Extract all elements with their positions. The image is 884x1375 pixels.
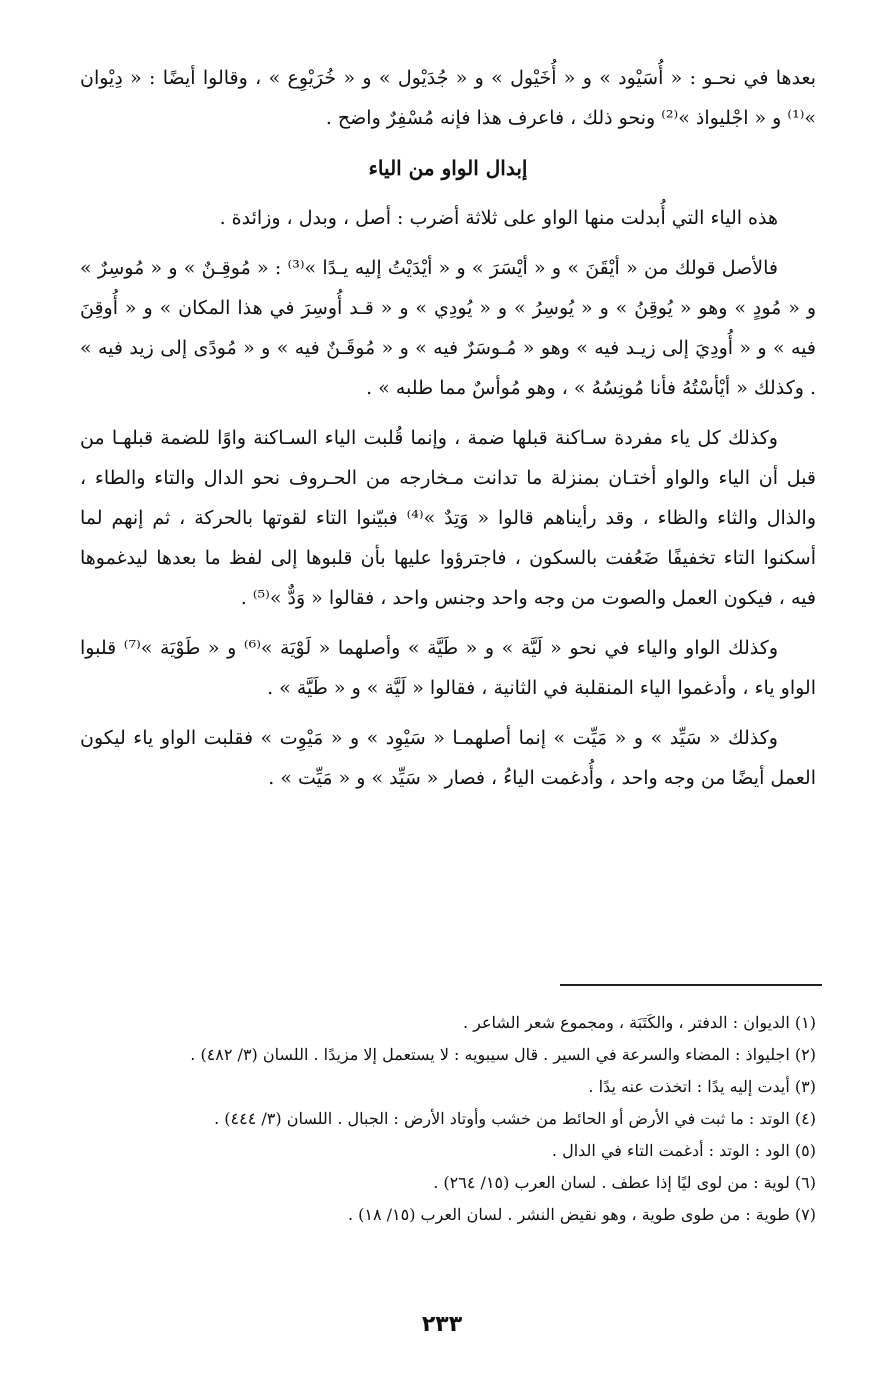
body-paragraph: وكذلك الواو والياء في نحو « لَيَّة » و « طَيَّة » وأصلهما « لَوْيَة »⁽⁶⁾ و « طَوْيَة »⁽⁷⁾ قلبوا الواو ياء ، وأدغموا الياء المنقلبة في الثانية ، فقالوا « لَيَّة » و « طَيَّة » . [80,637,816,699]
body-paragraph: وكذلك « سَيِّد » و « مَيِّت » إنما أصلهمـا « سَيْوِد » و « مَيْوِت » فقلبت الواو ياء ليكون العمل أيضًا من وجه واحد ، وأُدغمت الياءُ ، فصار « سَيِّد » و « مَيِّت » . [80,727,816,789]
footnote: (٤) الوتد : ما ثبت في الأرض أو الحائط من خشب وأوتاد الأرض : الجبال . اللسان (٣/ ٤٤٤) . [214,1109,816,1128]
footnote: (٣) أيدت إليه يدًا : اتخذت عنه يدًا . [588,1077,816,1096]
intro-paragraph: بعدها في نحـو : « أُسَيْود » و « أُخَيْول » و « جُدَيْول » و « خُرَيْوِع » ، وقالوا أيضًا : « دِيْوان »⁽¹⁾ و « اجْليواذ »⁽²⁾ ونحو ذلك ، فاعرف هذا فإنه مُسْفِرٌ واضح . [80,67,816,129]
footnote: (٢) اجليواذ : المضاء والسرعة في السير . قال سيبويه : لا يستعمل إلا مزيدًا . اللسان (٣/ ٤٨٢) . [190,1045,816,1064]
main-text [80,58,816,798]
body-paragraph: فالأصل قولك من « أيْقَنَ » و « أيْسَرَ » و « أيْدَيْتُ إليه يـدًا »⁽³⁾ : « مُوقِـنٌ » و « مُوسِرٌ » و « مُودٍ » وهو « يُوقِنُ » و « يُوسِرُ » و « يُودِي » و « قـد أُوسِرَ في هذا المكان » و « أُوقِنَ فيه » و « أُودِيَ إلى زيـد فيه » وهو « مُـوسَرٌ فيه » و « مُوقَـنٌ فيه » و « مُودًى إلى زيد فيه » . وكذلك « أيْأسْتُهُ فأنا مُونِسُهُ » ، وهو مُوأسٌ مما طلبه » . [80,257,816,399]
footnotes [80,1008,816,1232]
footnote-divider [560,984,822,986]
page-number: ٢٣٣ [421,1312,463,1337]
footnote: (٦) لوية : من لوى ليًا إذا عطف . لسان العرب (١٥/ ٢٦٤) . [433,1173,816,1192]
footnote: (١) الديوان : الدفتر ، والكَتَبَة ، ومجموع شعر الشاعر . [462,1013,816,1032]
footnote: (٧) طوية : من طوى طوية ، وهو نقيض النشر . لسان العرب (١٥/ ١٨) . [347,1205,816,1224]
body-paragraph: هذه الياء التي أُبدلت منها الواو على ثلاثة أضرب : أصل ، وبدل ، وزائدة . [219,207,778,229]
footnote: (٥) الود : الوتد : أدغمت التاء في الدال . [551,1141,816,1160]
section-heading: إبدال الواو من الياء [368,156,528,180]
body-paragraph: وكذلك كل ياء مفردة سـاكنة قبلها ضمة ، وإنما قُلبت الياء السـاكنة واوًا للضمة قبلهـا من قبل أن الياء والواو أختـان بمنزلة ما تدانت مـخارجه من الحـروف نحو الدال والتاء والطاء ، والذال والثاء والظاء ، وقد رأيناهم قالوا « وَتِدٌ »⁽⁴⁾ فبيّنوا التاء لقوتها بالحركة ، ثم إنهم لما أسكنوا التاء تخفيفًا ضَعُفت بالسكون ، فاجترؤوا عليها بأن قلبوها إلى لفظ ما بعدها ليدغموها فيه ، فيكون العمل والصوت من وجه واحد وجنس واحد ، فقالوا « وَدٌّ »⁽⁵⁾ . [80,427,816,609]
